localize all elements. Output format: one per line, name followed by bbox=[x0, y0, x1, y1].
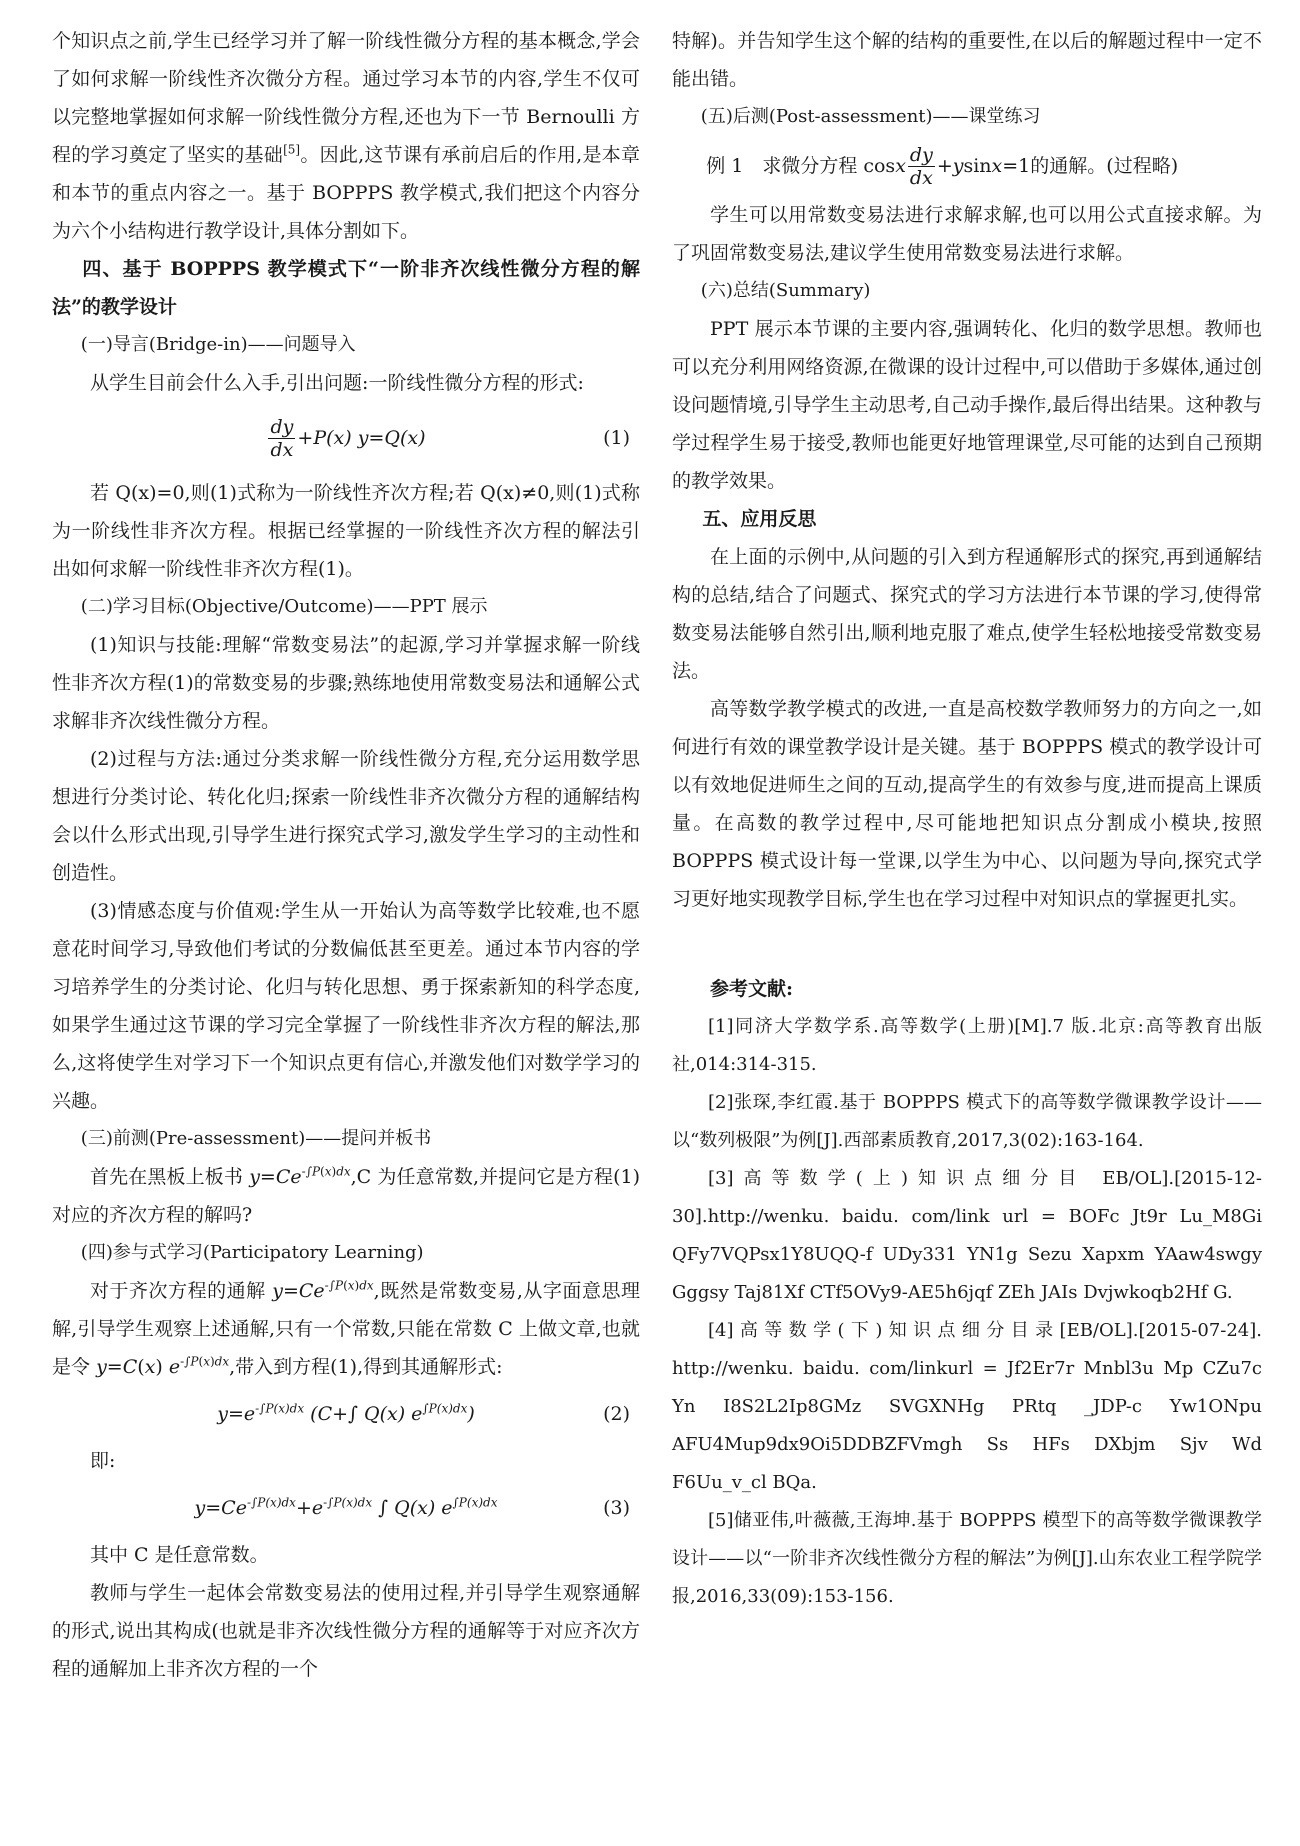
example-1-text-b: 的通解。(过程略) bbox=[1030, 155, 1179, 177]
participatory-text-b: ,既然是常数变易,从字面意思理解,引导学生观察上述通解,只有一个常数,只能在常数 C 上做文章,也就是令 bbox=[52, 1280, 640, 1378]
post-assessment-paragraph: 学生可以用常数变易法进行求解求解,也可以用公式直接求解。为了巩固常数变易法,建议学生使用常数变易法进行求解。 bbox=[672, 204, 1262, 264]
reference-5: [5]储亚伟,叶薇薇,王海坤.基于 BOPPPS 模型下的高等数学微课教学设计——以“一阶非齐次线性微分方程的解法”为例[J].山东农业工程学院学报,2016,33(09):153-156. bbox=[672, 1510, 1262, 1607]
subsection-objective: (二)学习目标(Objective/Outcome)——PPT 展示 bbox=[80, 596, 488, 617]
spacer bbox=[672, 918, 1262, 944]
section-5-heading: 五、应用反思 bbox=[702, 508, 817, 530]
equation-1-explanation: 若 Q(x)=0,则(1)式称为一阶线性齐次方程;若 Q(x)≠0,则(1)式称为一阶线性非齐次方程。根据已经掌握的一阶线性齐次方程的解法引出如何求解一阶线性非齐次方程(1)。 bbox=[52, 482, 640, 580]
equation-2-number: (2) bbox=[603, 1403, 630, 1425]
references-heading: 参考文献: bbox=[710, 978, 794, 1000]
example-dy-dx-fraction: $\frac{dy}{dx}$ bbox=[909, 143, 933, 189]
equation-3-number: (3) bbox=[603, 1497, 630, 1519]
subsection-post-assessment: (五)后测(Post-assessment)——课堂练习 bbox=[700, 106, 1041, 127]
constant-note: 其中 C 是任意常数。 bbox=[90, 1544, 269, 1566]
objective-attitude: (3)情感态度与价值观:学生从一开始认为高等数学比较难,也不愿意花时间学习,导致他们考试的分数偏低甚至更差。通过本节内容的学习培养学生的分类讨论、化归与转化思想、勇于探索新知的科学态度,如果学生通过这节课的学习完全掌握了一阶线性非齐次方程的解法,那么,这将使学生对学习下一个知识点更有信心,并激发他们对数学学习的兴趣。 bbox=[52, 900, 640, 1112]
summary-paragraph: PPT 展示本节课的主要内容,强调转化、化归的数学思想。教师也可以充分利用网络资源,在微课的设计过程中,可以借助于多媒体,通过创设问题情境,引导学生主动思考,自己动手操作,最后得出结果。这种教与学过程学生易于接受,教师也能更好地管理课堂,尽可能的达到自己预期的教学效果。 bbox=[672, 318, 1262, 492]
section-4-heading: 四、基于 BOPPPS 教学模式下“一阶非齐次线性微分方程的解法”的教学设计 bbox=[52, 258, 640, 318]
participatory-paragraph: 对于齐次方程的通解 $y=Ce^{-\int P(x)dx}$,既然是常数变易,从字面意思理解,引导学生观察上述通解,只有一个常数,只能在常数 C 上做文章,也就是令 y=C(x) $e^{-\int P(x)dx}$,带入到方程(1),得到其通解形式: bbox=[52, 1278, 640, 1378]
subsection-summary: (六)总结(Summary) bbox=[700, 280, 871, 301]
example-1-text-a: 例 1 求微分方程 cos bbox=[706, 155, 896, 177]
ji-label: 即: bbox=[90, 1450, 116, 1472]
reference-3: [3]高等数学(上)知识点细分目 EB/OL].[2015-12-30].http://wenku. baidu. com/link url = BOFc Jt9r Lu_M8Gi QFy7VQPsx1Y8UQQ-f UDy331 YN1g Sezu Xapxm YAaw4swgy Gggsy Taj81Xf CTf5OVy9-AE5h6jqf ZEh JAIs Dvjwkoqb2Hf G. bbox=[672, 1168, 1262, 1303]
teacher-student-paragraph: 教师与学生一起体会常数变易法的使用过程,并引导学生观察通解的形式,说出其构成(也就是非齐次线性微分方程的通解等于对应齐次方程的通解加上非齐次方程的一个 bbox=[52, 1582, 640, 1680]
subsection-participatory: (四)参与式学习(Participatory Learning) bbox=[80, 1242, 424, 1263]
bridge-in-paragraph: 从学生目前会什么入手,引出问题:一阶线性微分方程的形式: bbox=[90, 372, 584, 394]
subsection-bridge-in: (一)导言(Bridge-in)——问题导入 bbox=[80, 334, 356, 355]
example-1: 例 1 求微分方程 cos x $\frac{dy}{dx}$ +ysinx=1 的通解。(过程略) bbox=[672, 136, 1262, 196]
objective-knowledge: (1)知识与技能:理解“常数变易法”的起源,学习并掌握求解一阶线性非齐次方程(1)的常数变易的步骤;熟练地使用常数变易法和通解公式求解非齐次线性微分方程。 bbox=[52, 634, 640, 732]
pre-assessment-text-a: 首先在黑板上板书 bbox=[90, 1166, 244, 1188]
intro-paragraph bbox=[52, 22, 640, 250]
left-column bbox=[52, 22, 640, 1688]
reflection-paragraph-1: 在上面的示例中,从问题的引入到方程通解形式的探究,再到通解结构的总结,结合了问题式、探究式的学习方法进行本节课的学习,使得常数变易法能够自然引出,顺利地克服了难点,使学生轻松地接受常数变易法。 bbox=[672, 546, 1262, 682]
right-column bbox=[672, 22, 1262, 1616]
solution-structure-paragraph: 特解)。并告知学生这个解的结构的重要性,在以后的解题过程中一定不能出错。 bbox=[672, 30, 1262, 90]
equation-3: $y=Ce^{-\int P(x)dx}+e^{-\int P(x)dx}$ ∫ Q(x) $e^{\int P(x)dx}$ (3) bbox=[52, 1480, 640, 1536]
pre-assessment-text-b: ,C 为任意常数,并提问它是方程(1)对应的齐次方程的解吗? bbox=[52, 1166, 640, 1226]
citation-5: [5] bbox=[283, 142, 301, 157]
intro-text: 个知识点之前,学生已经学习并了解一阶线性微分方程的基本概念,学会了如何求解一阶线性齐次微分方程。通过学习本节的内容,学生不仅可以完整地掌握如何求解一阶线性微分方程,还也为下一节 Bernoulli 方程的学习奠定了坚实的基础 bbox=[52, 30, 640, 166]
reference-1: [1]同济大学数学系.高等数学(上册)[M].7 版.北京:高等教育出版社,014:314-315. bbox=[672, 1016, 1262, 1075]
pre-assessment-paragraph: 首先在黑板上板书 $y=Ce^{-\int P(x)dx},C$ 为任意常数,并提问它是方程(1)对应的齐次方程的解吗? bbox=[52, 1164, 640, 1226]
participatory-text-a: 对于齐次方程的通解 bbox=[90, 1280, 266, 1302]
reference-4: [4]高等数学(下)知识点细分目录[EB/OL].[2015-07-24]. http://wenku. baidu. com/linkurl = Jf2Er7r Mnbl3u Mp CZu7c Yn I8S2L2Ip8GMz SVGXNHg PRtq _JDP-c Yw1ONpu AFU4Mup9dx9Oi5DDBZFVmgh Ss HFs DXbjm Sjv Wd F6Uu_v_cl BQa. bbox=[672, 1320, 1262, 1493]
equation-2: $y=e^{-\int P(x)dx}$ (C+∫ Q(x) $e^{\int P(x)dx}$) (2) bbox=[52, 1386, 640, 1442]
equation-1: $\frac{dy}{dx}$ +P(x) y=Q(x) (1) bbox=[52, 402, 640, 474]
equation-1-number: (1) bbox=[603, 427, 630, 449]
objective-process: (2)过程与方法:通过分类求解一阶线性微分方程,充分运用数学思想进行分类讨论、转化化归;探索一阶线性非齐次微分方程的通解结构会以什么形式出现,引导学生进行探究式学习,激发学生学习的主动性和创造性。 bbox=[52, 748, 640, 884]
reflection-paragraph-2: 高等数学教学模式的改进,一直是高校数学教师努力的方向之一,如何进行有效的课堂教学设计是关键。基于 BOPPPS 模式的教学设计可以有效地促进师生之间的互动,提高学生的有效参与度,进而提高上课质量。在高数的教学过程中,尽可能地把知识点分割成小模块,按照 BOPPPS 模式设计每一堂课,以学生为中心、以问题为导向,探究式学习更好地实现教学目标,学生也在学习过程中对知识点的掌握更扎实。 bbox=[672, 698, 1262, 910]
dy-dx-fraction: $\frac{dy}{dx}$ bbox=[270, 415, 294, 461]
subsection-pre-assessment: (三)前测(Pre-assessment)——提问并板书 bbox=[80, 1128, 432, 1149]
intro-text-tail: 。因此,这节课有承前启后的作用,是本章和本节的重点内容之一。基于 BOPPPS 教学模式,我们把这个内容分为六个小结构进行教学设计,具体分割如下。 bbox=[52, 144, 640, 242]
reference-2: [2]张琛,李红霞.基于 BOPPPS 模式下的高等数学微课教学设计——以“数列极限”为例[J].西部素质教育,2017,3(02):163-164. bbox=[672, 1092, 1262, 1151]
participatory-text-c: ,带入到方程(1),得到其通解形式: bbox=[229, 1356, 503, 1378]
